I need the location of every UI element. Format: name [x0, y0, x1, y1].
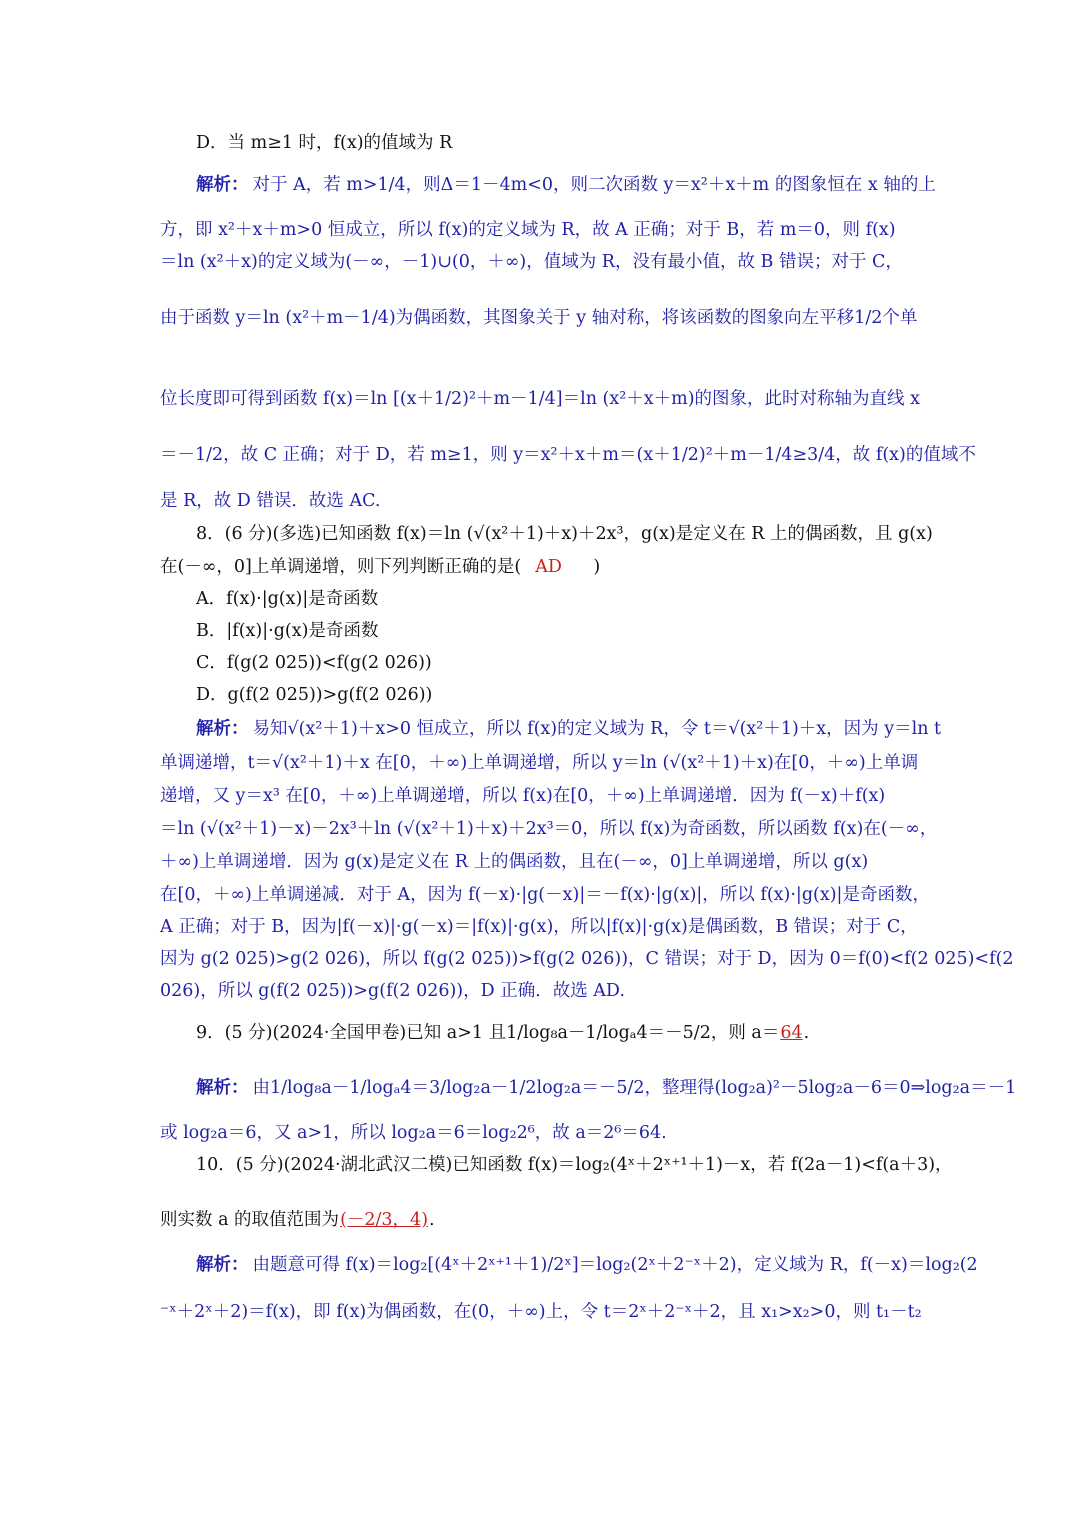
- line-text: 由于函数 y＝ln (x²＋m－1/4)为偶函数，其图象关于 y 轴对称，将该函数的图象向左平移1/2个单: [160, 308, 918, 328]
- line-text: 递增，又 y＝x³ 在[0，＋∞)上单调递增，所以 f(x)在[0，＋∞)上单调递增．因为 f(－x)＋f(x): [160, 786, 886, 806]
- text-line: [160, 1121, 922, 1145]
- line-text: 是 R，故 D 错误．故选 AC.: [160, 491, 381, 511]
- text-line: [160, 1300, 922, 1324]
- text-line: [160, 555, 922, 579]
- line-text: 9．(5 分)(2024·全国甲卷)已知 a>1 且1/log₈a－1/logₐ4＝－5/2，则 a＝: [196, 1023, 780, 1043]
- line-text: 在(－∞，0]上单调递增，则下列判断正确的是(: [160, 557, 522, 577]
- text-line: [160, 218, 922, 242]
- line-text: 位长度即可得到函数 f(x)＝ln [(x＋1/2)²＋m－1/4]＝ln (x²＋x＋m)的图象，此时对称轴为直线 x: [160, 389, 920, 409]
- line-text: 026)，所以 g(f(2 025))>g(f(2 026))，D 正确．故选 AD.: [160, 981, 625, 1001]
- answer-text: AD: [535, 557, 562, 577]
- text-line: [160, 443, 976, 467]
- solution-tag: 解析：: [196, 175, 249, 195]
- line-text: 对于 A，若 m>1/4，则Δ＝1－4m<0，则二次函数 y＝x²＋x＋m 的图象恒在 x 轴的上: [252, 175, 936, 195]
- text-line: [160, 751, 922, 775]
- line-text: ⁻ˣ＋2ˣ＋2)＝f(x)，即 f(x)为偶函数，在(0，＋∞)上，令 t＝2ˣ＋2⁻ˣ＋2，且 x₁>x₂>0，则 t₁－t₂: [160, 1302, 922, 1322]
- text-line: [196, 173, 936, 197]
- text-line: [196, 1021, 922, 1045]
- line-text: ＋∞)上单调递增．因为 g(x)是定义在 R 上的偶函数，且在(－∞，0]上单调递增，所以 g(x): [160, 852, 869, 872]
- line-suffix: .: [429, 1210, 435, 1230]
- line-text: ＝ln (x²＋x)的定义域为(－∞，－1)∪(0，＋∞)，值域为 R，没有最小值，故 B 错误；对于 C，: [160, 252, 903, 272]
- solution-tag: 解析：: [196, 1255, 249, 1275]
- text-line: [196, 619, 922, 643]
- text-line: [196, 683, 922, 707]
- line-text: 8．(6 分)(多选)已知函数 f(x)＝ln (√(x²＋1)＋x)＋2x³，g(x)是定义在 R 上的偶函数，且 g(x): [196, 524, 933, 544]
- line-text: D．当 m≥1 时，f(x)的值域为 R: [196, 133, 453, 153]
- line-text: 则实数 a 的取值范围为: [160, 1210, 340, 1230]
- text-line: [160, 850, 922, 874]
- line-text: A 正确；对于 B，因为|f(－x)|·g(－x)＝|f(x)|·g(x)，所以|f(x)|·g(x)是偶函数，B 错误；对于 C，: [160, 917, 918, 937]
- text-line: [160, 387, 922, 411]
- text-line: [160, 979, 922, 1003]
- line-text: 因为 g(2 025)>g(2 026)，所以 f(g(2 025))>f(g(2 026))，C 错误；对于 D，因为 0＝f(0)<f(2 025)<f(2: [160, 949, 1014, 969]
- text-line: [196, 131, 922, 155]
- line-suffix: .: [803, 1023, 810, 1043]
- line-text: 易知√(x²＋1)＋x>0 恒成立，所以 f(x)的定义域为 R，令 t＝√(x²＋1)＋x，因为 y＝ln t: [252, 719, 942, 739]
- text-line: [160, 306, 922, 330]
- line-text: 由1/log₈a－1/logₐ4＝3/log₂a－1/2log₂a＝－5/2，整理得(log₂a)²－5log₂a－6＝0⇒log₂a＝－1: [252, 1078, 1017, 1098]
- text-line: [196, 522, 933, 546]
- text-line: [160, 784, 922, 808]
- line-text: B．|f(x)|·g(x)是奇函数: [196, 621, 379, 641]
- line-text: ＝ln (√(x²＋1)－x)－2x³＋ln (√(x²＋1)＋x)＋2x³＝0，所以 f(x)为奇函数，所以函数 f(x)在(－∞，: [160, 819, 938, 839]
- text-line: [160, 883, 930, 907]
- text-line: [196, 587, 922, 611]
- text-line: [196, 717, 942, 741]
- text-line: [160, 915, 922, 939]
- line-text: 单调递增，t＝√(x²＋1)＋x 在[0，＋∞)上单调递增，所以 y＝ln (√(x²＋1)＋x)在[0，＋∞)上单调: [160, 753, 919, 773]
- text-line: [160, 947, 1014, 971]
- line-text: 由题意可得 f(x)＝log₂[(4ˣ＋2ˣ⁺¹＋1)/2ˣ]＝log₂(2ˣ＋2⁻ˣ＋2)，定义域为 R，f(－x)＝log₂(2: [252, 1255, 978, 1275]
- solution-tag: 解析：: [196, 1078, 249, 1098]
- answer-text: (－2/3，4): [340, 1210, 429, 1230]
- solution-tag: 解析：: [196, 719, 249, 739]
- text-line: [196, 1253, 978, 1277]
- line-text: A．f(x)·|g(x)|是奇函数: [196, 589, 379, 609]
- line-suffix: ): [575, 557, 601, 577]
- line-text: 10．(5 分)(2024·湖北武汉二模)已知函数 f(x)＝log₂(4ˣ＋2ˣ⁺¹＋1)－x，若 f(2a－1)<f(a＋3)，: [196, 1155, 953, 1175]
- line-text: ＝－1/2，故 C 正确；对于 D，若 m≥1，则 y＝x²＋x＋m＝(x＋1/2)²＋m－1/4≥3/4，故 f(x)的值域不: [160, 445, 976, 465]
- text-line: [196, 1076, 1017, 1100]
- line-text: D．g(f(2 025))>g(f(2 026)): [196, 685, 433, 705]
- line-text: C．f(g(2 025))<f(g(2 026)): [196, 653, 432, 673]
- text-line: [160, 489, 922, 513]
- text-line: [160, 1208, 922, 1232]
- line-text: 在[0，＋∞)上单调递减．对于 A，因为 f(－x)·|g(－x)|＝－f(x)·|g(x)|，所以 f(x)·|g(x)|是奇函数，: [160, 885, 930, 905]
- line-text: 方，即 x²＋x＋m>0 恒成立，所以 f(x)的定义域为 R，故 A 正确；对于 B，若 m＝0，则 f(x): [160, 220, 896, 240]
- text-line: [196, 651, 922, 675]
- text-line: [160, 250, 922, 274]
- answer-text: 64: [780, 1023, 803, 1043]
- text-line: [160, 817, 938, 841]
- text-line: [196, 1153, 953, 1177]
- line-text: 或 log₂a＝6，又 a>1，所以 log₂a＝6＝log₂2⁶，故 a＝2⁶＝64.: [160, 1123, 667, 1143]
